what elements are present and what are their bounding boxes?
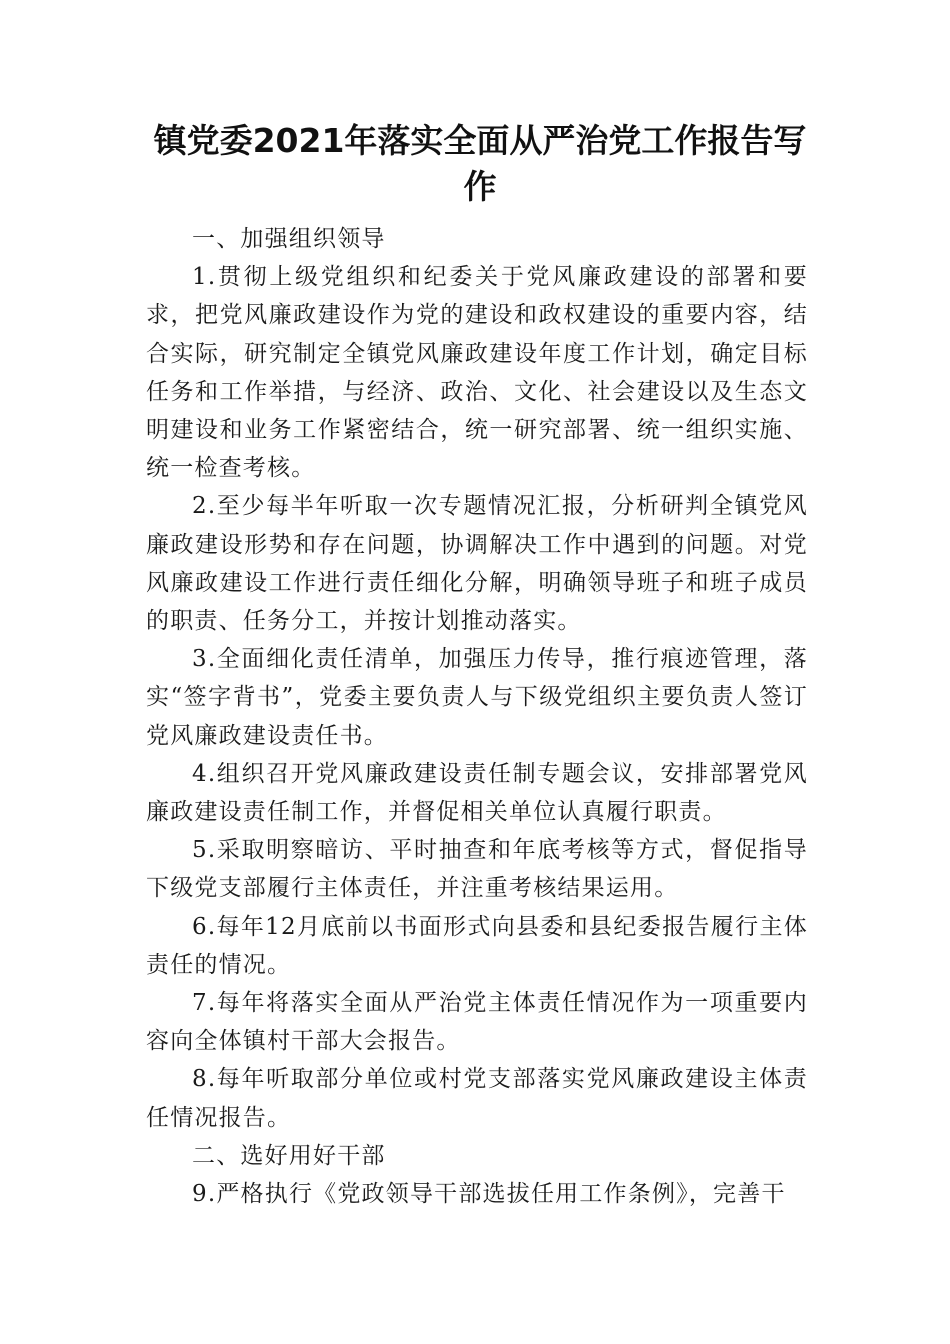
- section-heading-1: 一、加强组织领导: [192, 226, 386, 252]
- paragraph-1: 1.贯彻上级党组织和纪委关于党风廉政建设的部署和要求，把党风廉政建设作为党的建设和政权建设的重要内容，结合实际，研究制定全镇党风廉政建设年度工作计划，确定目标任务和工作举措，与经济、政治、文化、社会建设以及生态文明建设和业务工作紧密结合，统一研究部署、统一组织实施、统一检查考核。: [146, 264, 808, 482]
- paragraph-4: 4.组织召开党风廉政建设责任制专题会议，安排部署党风廉政建设责任制工作，并督促相关单位认真履行职责。: [146, 760, 808, 826]
- paragraph-8: 8.每年听取部分单位或村党支部落实党风廉政建设主体责任情况报告。: [146, 1066, 808, 1131]
- section-heading-2: 二、选好用好干部: [192, 1142, 386, 1169]
- paragraph-7: 7.每年将落实全面从严治党主体责任情况作为一项重要内容向全体镇村干部大会报告。: [146, 990, 808, 1055]
- paragraph-6: 6.每年12月底前以书面形式向县委和县纪委报告履行主体责任的情况。: [146, 913, 808, 978]
- paragraph-2: 2.至少每半年听取一次专题情况汇报，分析研判全镇党风廉政建设形势和存在问题，协调解决工作中遇到的问题。对党风廉政建设工作进行责任细化分解，明确领导班子和班子成员的职责、任务分工，并按计划推动落实。: [146, 493, 808, 635]
- document-title: 镇党委2021年落实全面从严治党工作报告写作: [153, 121, 807, 206]
- paragraph-9: 9.严格执行《党政领导干部选拔任用工作条例》，完善干: [192, 1181, 786, 1208]
- document-body: [146, 220, 808, 1213]
- paragraph-5: 5.采取明察暗访、平时抽查和年底考核等方式，督促指导下级党支部履行主体责任，并注重考核结果运用。: [146, 837, 808, 902]
- paragraph-3: 3.全面细化责任清单，加强压力传导，推行痕迹管理，落实“签字背书”，党委主要负责人与下级党组织主要负责人签订党风廉政建设责任书。: [146, 646, 808, 749]
